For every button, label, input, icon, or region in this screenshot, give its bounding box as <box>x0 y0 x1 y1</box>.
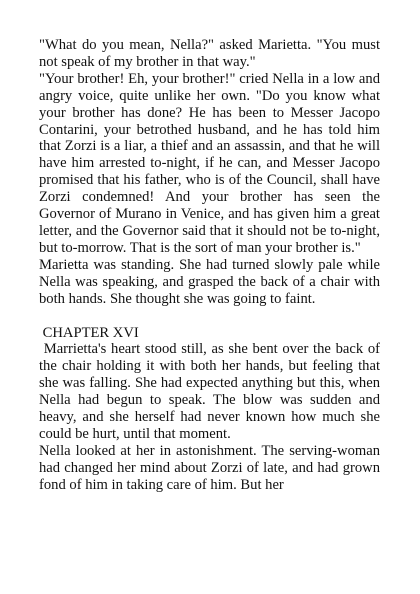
paragraph-heart-stood-still: Marrietta's heart stood still, as she bent over the back of the chair holding it with both her hands, but feeling that she was falling. She had expected anything but this, when Nella had begun to speak. The blow was sudden and heavy, and she herself had never known how much she could be hurt, until that moment. <box>39 341 384 442</box>
document-page <box>39 37 384 494</box>
paragraph-marietta-standing: Marietta was standing. She had turned slowly pale while Nella was speaking, and grasped the back of a chair with both hands. She thought she was going to faint. <box>39 256 380 307</box>
section-gap <box>39 308 380 325</box>
paragraph-dialogue-marietta: "What do you mean, Nella?" asked Marietta. "You must not speak of my brother in that way." <box>39 37 380 70</box>
chapter-heading: CHAPTER XVI <box>39 324 139 341</box>
paragraph-dialogue-nella: "Your brother! Eh, your brother!" cried Nella in a low and angry voice, quite unlike her own. "Do you know what your brother has done? He has been to Messer Jacopo Contarini, your betrothed husband, and he has told him that Zorzi is a liar, a thief and an assassin, and that he will have him arrested to-night, if he can, and Messer Jacopo promised that his father, who is of the Council, shall have Zorzi condemned! And your brother has seen the Governor of Murano in Venice, and has given him a great letter, and the Governor said that it should not be to-night, but to-morrow. That is the sort of man your brother is." <box>39 70 380 256</box>
paragraph-nella-astonishment: Nella looked at her in astonishment. The serving-woman had changed her mind about Zorzi of late, and had grown fond of him in taking care of him. But her <box>39 442 380 493</box>
